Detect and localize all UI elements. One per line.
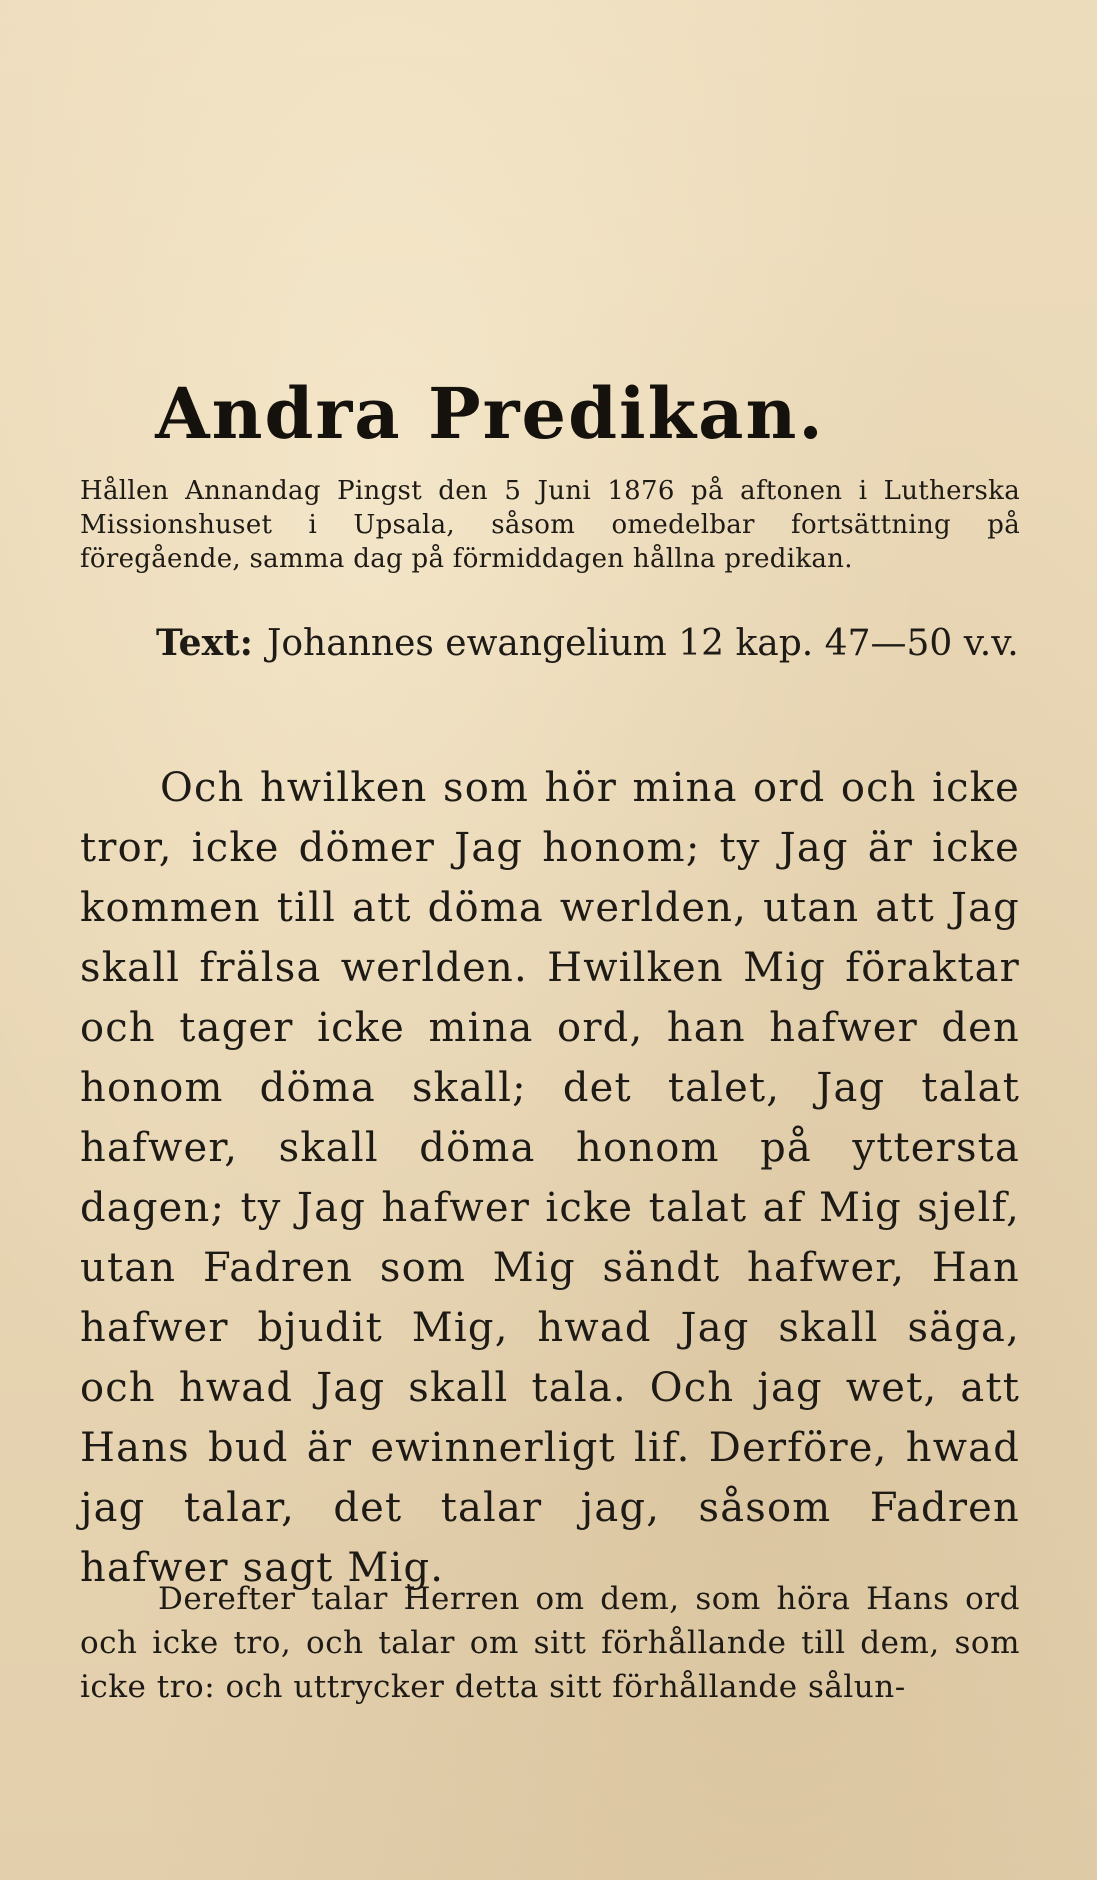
sermon-title: Andra Predikan.	[155, 371, 825, 455]
text-reference-label: Text:	[156, 622, 253, 664]
sermon-intro: Hållen Annandag Pingst den 5 Juni 1876 på aftonen i Lutherska Missionshuset i Upsala, såsom omedelbar fortsättning på föregående, samma dag på förmiddagen hållna predikan.	[80, 476, 1020, 574]
scripture-passage: Och hwilken som hör mina ord och icke tror, icke dömer Jag honom; ty Jag är icke kommen till att döma werlden, utan att Jag skall frälsa werlden. Hwilken Mig föraktar och tager icke mina ord, han hafwer den honom döma skall; det talet, Jag talat hafwer, skall döma honom på yttersta dagen; ty Jag hafwer icke talat af Mig sjelf, utan Fadren som Mig sändt hafwer, Han hafwer bjudit Mig, hwad Jag skall säga, och hwad Jag skall tala. Och jag wet, att Hans bud är ewinnerligt lif. Derföre, hwad jag talar, det talar jag, såsom Fadren hafwer sagt Mig.	[80, 765, 1020, 1591]
text-reference-value: Johannes ewangelium 12 kap. 47—50 v.v.	[266, 623, 1019, 664]
text-reference	[156, 620, 1056, 667]
commentary-paragraph: Derefter talar Herren om dem, som höra Hans ord och icke tro, och talar om sitt förhållande till dem, som icke tro: och uttrycker detta sitt förhållande sålun-	[80, 1581, 1020, 1705]
